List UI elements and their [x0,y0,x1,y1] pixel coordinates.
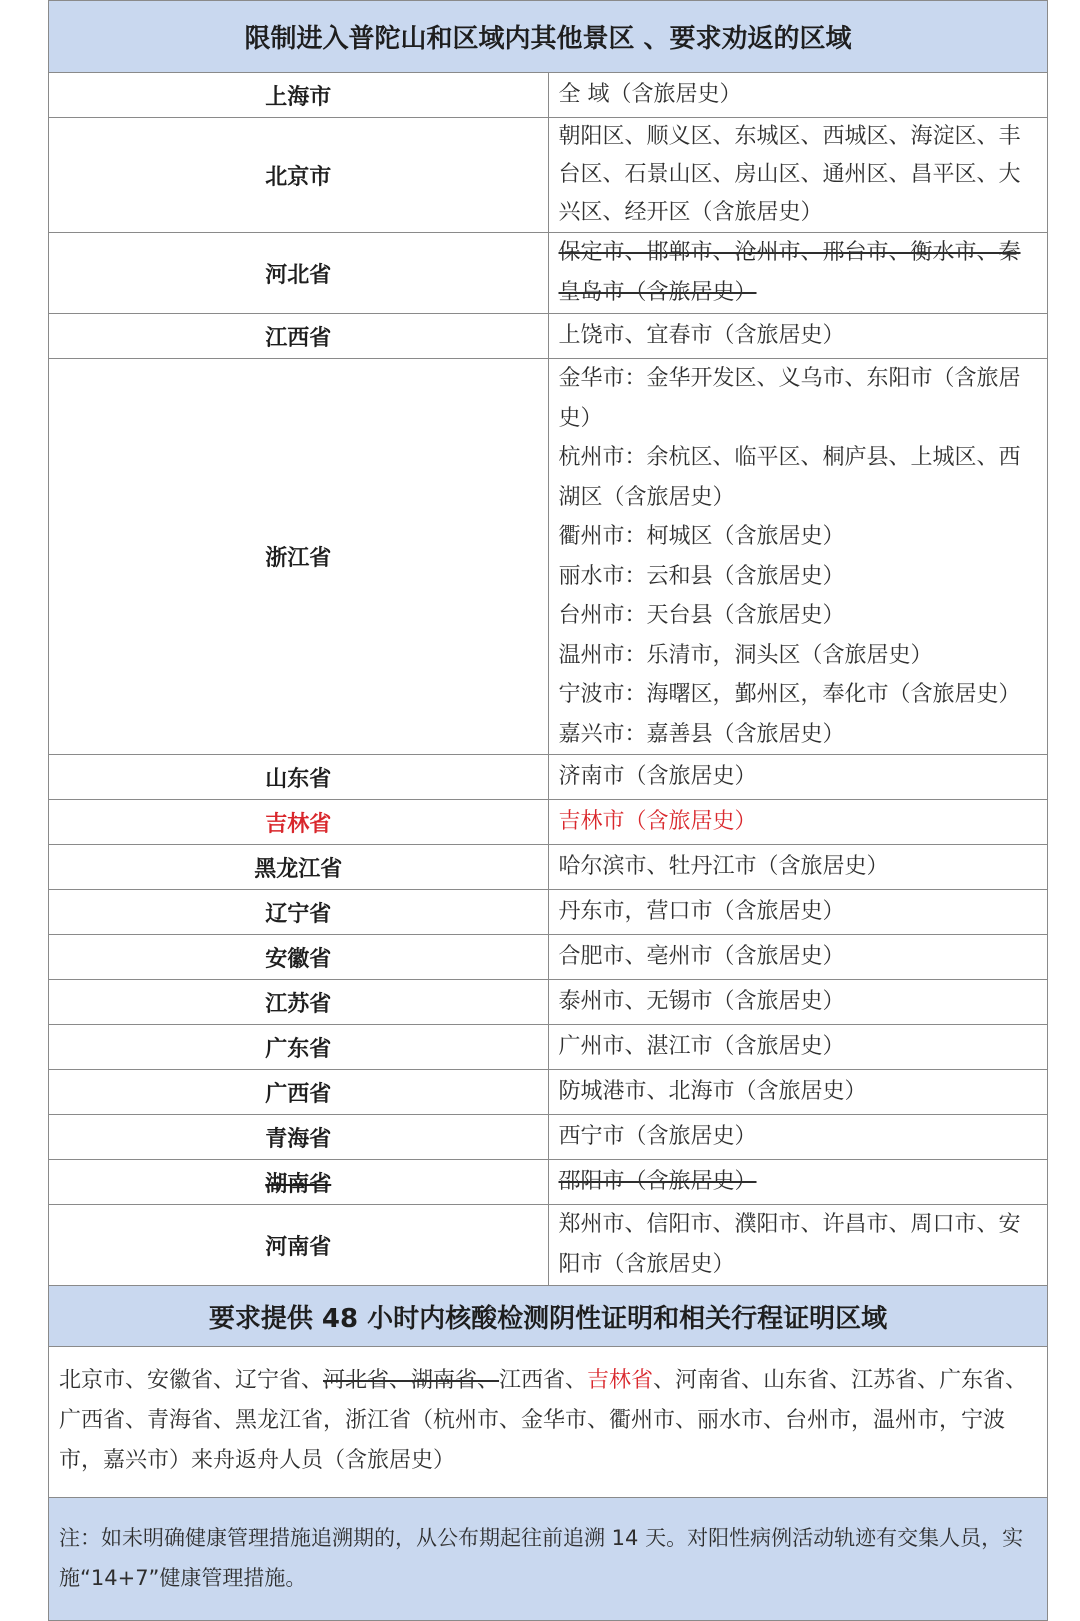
table-row [49,1115,1048,1160]
table-row [49,233,1048,314]
policy-table-container [48,0,1048,1621]
section2-row [49,1347,1048,1498]
province-cell: 青海省 [49,1115,549,1160]
detail-cell: 泰州市、无锡市（含旅居史） [548,980,1048,1025]
list-text-struck: 河北省、湖南省、 [323,1368,500,1393]
list-text: 、河南省、山东省、江苏省、广东省、广西省、青海省、黑龙江省，浙江省（杭州市、金华市、衢州市、丽水市、台州市，温州市，宁波市，嘉兴市）来舟返舟人员（含旅居史） [59,1368,1028,1473]
city-line: 嘉兴市：嘉善县（含旅居史） [558,721,845,747]
table-row [49,800,1048,845]
province-cell: 安徽省 [49,935,549,980]
policy-table [48,0,1048,1621]
detail-cell-struck [548,233,1048,314]
city-line: 金华市：金华开发区、义乌市、东阳市（含旅居史） [558,366,1021,431]
detail-cell: 西宁市（含旅居史） [548,1115,1048,1160]
list-text: 江西省、 [499,1368,588,1393]
detail-cell-struck [548,1160,1048,1205]
test-required-list [49,1347,1048,1498]
table-row [49,1070,1048,1115]
detail-cell: 济南市（含旅居史） [548,755,1048,800]
detail-cell: 防城港市、北海市（含旅居史） [548,1070,1048,1115]
detail-cell: 广州市、湛江市（含旅居史） [548,1025,1048,1070]
detail-cell-highlighted: 吉林市（含旅居史） [548,800,1048,845]
detail-cell: 全 域（含旅居史） [548,73,1048,118]
header-restricted-areas: 限制进入普陀山和区域内其他景区 、要求劝返的区域 [49,1,1048,73]
detail-cell: 郑州市、信阳市、濮阳市、许昌市、周口市、安阳市（含旅居史） [548,1205,1048,1286]
province-cell: 山东省 [49,755,549,800]
province-cell: 江西省 [49,314,549,359]
province-cell: 浙江省 [49,359,549,755]
header-row-restricted [49,1,1048,73]
list-text: 北京市、安徽省、辽宁省、 [59,1368,324,1393]
province-cell-struck: 湖南省 [49,1160,549,1205]
province-cell: 北京市 [49,118,549,233]
city-line: 台州市：天台县（含旅居史） [558,603,845,628]
table-row [49,359,1048,755]
note-row [49,1498,1048,1621]
detail-cell: 朝阳区、顺义区、东城区、西城区、海淀区、丰台区、石景山区、房山区、通州区、昌平区、大兴区、经开区（含旅居史） [548,118,1048,233]
table-row [49,1025,1048,1070]
province-cell: 广西省 [49,1070,549,1115]
detail-cell: 丹东市，营口市（含旅居史） [548,890,1048,935]
header-row-test-required [49,1286,1048,1347]
detail-cell: 上饶市、宜春市（含旅居史） [548,314,1048,359]
detail-cell-multiline [548,359,1048,755]
header-test-required-areas: 要求提供 48 小时内核酸检测阴性证明和相关行程证明区域 [49,1286,1048,1347]
detail-cell: 合肥市、亳州市（含旅居史） [548,935,1048,980]
list-text-highlighted: 吉林省 [587,1368,654,1393]
table-row [49,314,1048,359]
struck-text: 保定市、邯郸市、沧州市、邢台市、衡水市、秦皇岛市（含旅居史） [558,240,1021,305]
table-row [49,755,1048,800]
province-cell: 河北省 [49,233,549,314]
detail-cell: 哈尔滨市、牡丹江市（含旅居史） [548,845,1048,890]
table-row [49,1205,1048,1286]
table-row [49,73,1048,118]
province-cell: 广东省 [49,1025,549,1070]
footnote: 注：如未明确健康管理措施追溯期的，从公布期起往前追溯 14 天。对阳性病例活动轨迹有交集人员，实施“14+7”健康管理措施。 [49,1498,1048,1621]
province-cell-highlighted: 吉林省 [49,800,549,845]
table-row [49,845,1048,890]
province-cell: 河南省 [49,1205,549,1286]
province-cell: 江苏省 [49,980,549,1025]
table-row [49,935,1048,980]
city-line: 宁波市：海曙区，鄞州区，奉化市（含旅居史） [558,682,1021,707]
struck-text: 邵阳市（含旅居史） [558,1169,757,1194]
province-cell: 辽宁省 [49,890,549,935]
table-row [49,1160,1048,1205]
table-row [49,980,1048,1025]
city-line: 杭州市：余杭区、临平区、桐庐县、上城区、西湖区（含旅居史） [558,445,1021,510]
city-line: 温州市：乐清市，洞头区（含旅居史） [558,642,933,668]
table-row [49,118,1048,233]
city-line: 衢州市：柯城区（含旅居史） [558,524,845,549]
table-row [49,890,1048,935]
city-line: 丽水市：云和县（含旅居史） [558,563,845,589]
province-cell: 上海市 [49,73,549,118]
province-cell: 黑龙江省 [49,845,549,890]
